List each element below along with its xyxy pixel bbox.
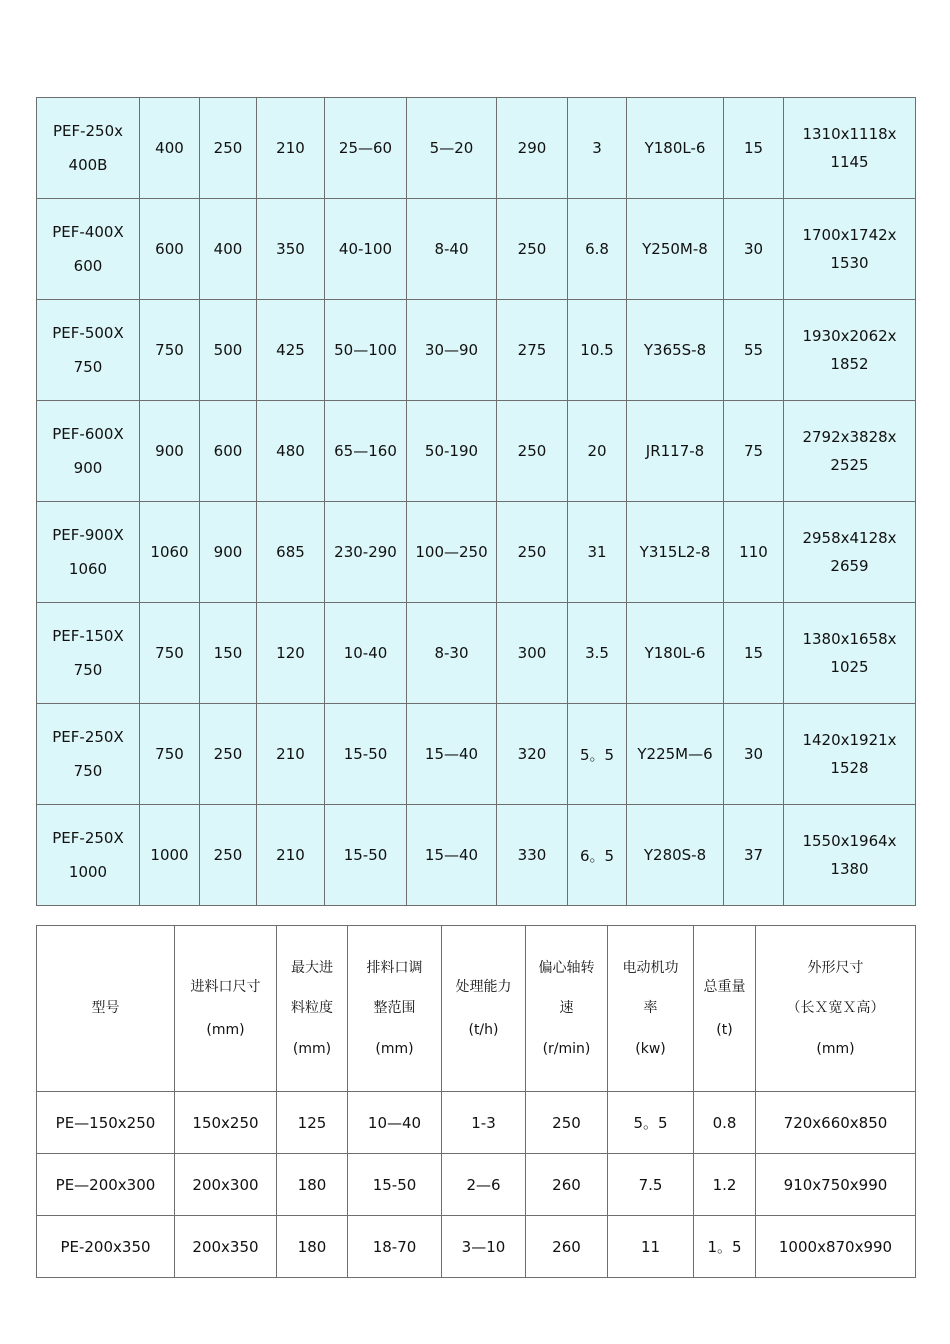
model-cell <box>37 704 140 805</box>
table-cell: Y280S-8 <box>627 805 724 906</box>
dimensions-cell <box>784 502 916 603</box>
model-line: 400B <box>68 156 108 174</box>
dimensions-line: 1930x2062x <box>802 327 897 345</box>
dimensions-line: 2958x4128x <box>802 529 897 547</box>
model-cell <box>37 502 140 603</box>
table-cell: 30 <box>724 704 784 805</box>
table-cell: 30—90 <box>407 300 497 401</box>
header-line: (t/h) <box>468 1022 499 1038</box>
table-cell: 18-70 <box>348 1216 442 1278</box>
table-row <box>37 1216 916 1278</box>
dimensions-line: 1528 <box>830 759 869 777</box>
table-cell: 260 <box>526 1216 608 1278</box>
table-row <box>37 1154 916 1216</box>
header-line: 外形尺寸 <box>807 960 864 977</box>
table-cell: 1000 <box>140 805 200 906</box>
table-cell: 330 <box>497 805 568 906</box>
model-line: 750 <box>73 762 103 780</box>
dimensions-cell <box>784 401 916 502</box>
model-line: PEF-250X <box>52 728 124 746</box>
header-line: (mm) <box>816 1040 855 1057</box>
header-cell <box>175 926 277 1092</box>
header-line: 最大进 <box>291 960 333 977</box>
table-cell: 425 <box>257 300 325 401</box>
table-cell: 15-50 <box>325 805 407 906</box>
table-cell: 20 <box>568 401 627 502</box>
dimensions-line: 1530 <box>830 254 869 272</box>
table-cell: 180 <box>277 1216 348 1278</box>
header-line: 率 <box>643 1000 658 1017</box>
header-line: 偏心轴转 <box>538 960 595 977</box>
table-cell: 15-50 <box>325 704 407 805</box>
model-cell <box>37 401 140 502</box>
model-line: PEF-900X <box>52 526 124 544</box>
table-cell: 2—6 <box>442 1154 526 1216</box>
table-cell: 250 <box>497 502 568 603</box>
header-line: 处理能力 <box>455 978 512 995</box>
model-line: 900 <box>73 459 103 477</box>
table-cell: 8-30 <box>407 603 497 704</box>
table-cell: 500 <box>200 300 257 401</box>
table-cell: 15 <box>724 98 784 199</box>
dimensions-cell <box>784 98 916 199</box>
table-cell: 30 <box>724 199 784 300</box>
table-cell: 37 <box>724 805 784 906</box>
table-cell: 15—40 <box>407 704 497 805</box>
header-cell <box>348 926 442 1092</box>
table-cell: 600 <box>200 401 257 502</box>
table-cell: 120 <box>257 603 325 704</box>
table-cell: 100—250 <box>407 502 497 603</box>
table-cell: 210 <box>257 805 325 906</box>
header-line: (t) <box>716 1022 733 1038</box>
dimensions-cell <box>784 805 916 906</box>
table-cell: 210 <box>257 704 325 805</box>
header-cell <box>608 926 694 1092</box>
header-line: 总重量 <box>703 978 746 995</box>
model-line: 1000 <box>68 863 108 881</box>
table-cell: PE—200x300 <box>37 1154 175 1216</box>
header-cell <box>526 926 608 1092</box>
model-line: 750 <box>73 358 103 376</box>
model-line: PEF-250X <box>52 829 124 847</box>
dimensions-cell <box>784 300 916 401</box>
table-cell: 40-100 <box>325 199 407 300</box>
table-cell: 250 <box>200 805 257 906</box>
table-cell: 180 <box>277 1154 348 1216</box>
table-cell: 250 <box>200 98 257 199</box>
table-cell: 480 <box>257 401 325 502</box>
dimensions-line: 2792x3828x <box>802 428 897 446</box>
table-cell: 0.8 <box>694 1092 756 1154</box>
header-line: (r/min) <box>542 1040 591 1057</box>
model-line: 1060 <box>68 560 108 578</box>
table-cell: 350 <box>257 199 325 300</box>
header-line: 进料口尺寸 <box>190 978 261 995</box>
table-row <box>37 401 916 502</box>
model-cell <box>37 199 140 300</box>
header-line: 排料口调 <box>366 960 423 977</box>
table-cell: 3—10 <box>442 1216 526 1278</box>
header-cell <box>277 926 348 1092</box>
table-row <box>37 603 916 704</box>
table-cell: 125 <box>277 1092 348 1154</box>
table-row <box>37 199 916 300</box>
table-cell: Y250M-8 <box>627 199 724 300</box>
dimensions-line: 1380 <box>830 860 869 878</box>
model-cell <box>37 300 140 401</box>
model-line: PEF-500X <box>52 324 124 342</box>
table-row <box>37 502 916 603</box>
header-cell <box>756 926 916 1092</box>
header-line: (kw) <box>635 1040 666 1057</box>
table-cell: 10-40 <box>325 603 407 704</box>
header-row <box>37 926 916 1092</box>
table-cell: 5。5 <box>568 704 627 805</box>
table-cell: 750 <box>140 704 200 805</box>
table-cell: 1.2 <box>694 1154 756 1216</box>
table-cell: 300 <box>497 603 568 704</box>
header-cell <box>442 926 526 1092</box>
header-cell <box>37 926 175 1092</box>
table-row <box>37 1092 916 1154</box>
table-cell: 6。5 <box>568 805 627 906</box>
table-cell: 150x250 <box>175 1092 277 1154</box>
table-cell: 3.5 <box>568 603 627 704</box>
model-line: PEF-250x <box>52 122 124 140</box>
table-cell: PE-200x350 <box>37 1216 175 1278</box>
table-cell: 750 <box>140 603 200 704</box>
dimensions-line: 1420x1921x <box>802 731 897 749</box>
table-cell: 15 <box>724 603 784 704</box>
model-line: PEF-150X <box>52 627 124 645</box>
dimensions-line: 1145 <box>830 153 869 171</box>
model-cell <box>37 603 140 704</box>
table-cell: 1。5 <box>694 1216 756 1278</box>
spec-table-pef <box>36 97 916 906</box>
model-line: 600 <box>73 257 103 275</box>
table-cell: 1-3 <box>442 1092 526 1154</box>
table-cell: 1000x870x990 <box>756 1216 916 1278</box>
model-line: PEF-600X <box>52 425 124 443</box>
table-cell: 55 <box>724 300 784 401</box>
table-cell: 110 <box>724 502 784 603</box>
spec-table-pe <box>36 925 916 1278</box>
header-line: 型号 <box>91 1000 120 1017</box>
table-cell: 250 <box>200 704 257 805</box>
table-cell: 3 <box>568 98 627 199</box>
table-cell: 10.5 <box>568 300 627 401</box>
table-cell: 65—160 <box>325 401 407 502</box>
table-cell: Y180L-6 <box>627 98 724 199</box>
header-line: (mm) <box>375 1040 414 1057</box>
dimensions-line: 1700x1742x <box>802 226 897 244</box>
model-cell <box>37 805 140 906</box>
table-cell: 200x350 <box>175 1216 277 1278</box>
table-cell: Y225M—6 <box>627 704 724 805</box>
dimensions-line: 1852 <box>830 355 869 373</box>
table-cell: 11 <box>608 1216 694 1278</box>
header-line: 料粒度 <box>291 1000 333 1017</box>
dimensions-cell <box>784 199 916 300</box>
table-cell: 15-50 <box>348 1154 442 1216</box>
model-cell <box>37 98 140 199</box>
table-cell: 320 <box>497 704 568 805</box>
table-cell: PE—150x250 <box>37 1092 175 1154</box>
table-cell: 250 <box>497 401 568 502</box>
header-line: 电动机功 <box>622 960 679 977</box>
model-line: 750 <box>73 661 103 679</box>
table-cell: 275 <box>497 300 568 401</box>
table-cell: 200x300 <box>175 1154 277 1216</box>
table-cell: 685 <box>257 502 325 603</box>
table-cell: 260 <box>526 1154 608 1216</box>
table-cell: 900 <box>140 401 200 502</box>
table-cell: 75 <box>724 401 784 502</box>
dimensions-line: 1380x1658x <box>802 630 897 648</box>
dimensions-line: 1025 <box>830 658 869 676</box>
table-cell: JR117-8 <box>627 401 724 502</box>
table-cell: 400 <box>200 199 257 300</box>
header-cell <box>694 926 756 1092</box>
dimensions-cell <box>784 603 916 704</box>
table-cell: 230-290 <box>325 502 407 603</box>
table-cell: 1060 <box>140 502 200 603</box>
table-row <box>37 98 916 199</box>
table-cell: 750 <box>140 300 200 401</box>
table-cell: Y315L2-8 <box>627 502 724 603</box>
table-cell: 400 <box>140 98 200 199</box>
table-cell: 600 <box>140 199 200 300</box>
table-cell: Y365S-8 <box>627 300 724 401</box>
dimensions-line: 1550x1964x <box>802 832 897 850</box>
table-cell: 250 <box>526 1092 608 1154</box>
table-cell: 25—60 <box>325 98 407 199</box>
header-line: (mm) <box>206 1022 245 1038</box>
table-cell: 50-190 <box>407 401 497 502</box>
table-cell: 150 <box>200 603 257 704</box>
table-cell: 5—20 <box>407 98 497 199</box>
table-cell: 6.8 <box>568 199 627 300</box>
table-cell: 50—100 <box>325 300 407 401</box>
table-row <box>37 805 916 906</box>
table-cell: Y180L-6 <box>627 603 724 704</box>
table-cell: 31 <box>568 502 627 603</box>
table-cell: 290 <box>497 98 568 199</box>
table-cell: 250 <box>497 199 568 300</box>
table-cell: 5。5 <box>608 1092 694 1154</box>
table-cell: 15—40 <box>407 805 497 906</box>
header-line: 整范围 <box>373 1000 416 1017</box>
table-cell: 900 <box>200 502 257 603</box>
table-row <box>37 300 916 401</box>
header-line: 速 <box>559 1000 574 1017</box>
table-row <box>37 704 916 805</box>
table-cell: 210 <box>257 98 325 199</box>
table-cell: 8-40 <box>407 199 497 300</box>
dimensions-cell <box>784 704 916 805</box>
dimensions-line: 2525 <box>830 456 869 474</box>
table-cell: 7.5 <box>608 1154 694 1216</box>
header-line: （长Ｘ宽Ｘ高） <box>786 1000 885 1017</box>
header-line: (mm) <box>292 1040 332 1057</box>
model-line: PEF-400X <box>52 223 124 241</box>
table-cell: 720x660x850 <box>756 1092 916 1154</box>
dimensions-line: 2659 <box>830 557 869 575</box>
table-cell: 10—40 <box>348 1092 442 1154</box>
table-cell: 910x750x990 <box>756 1154 916 1216</box>
dimensions-line: 1310x1118x <box>802 125 897 143</box>
